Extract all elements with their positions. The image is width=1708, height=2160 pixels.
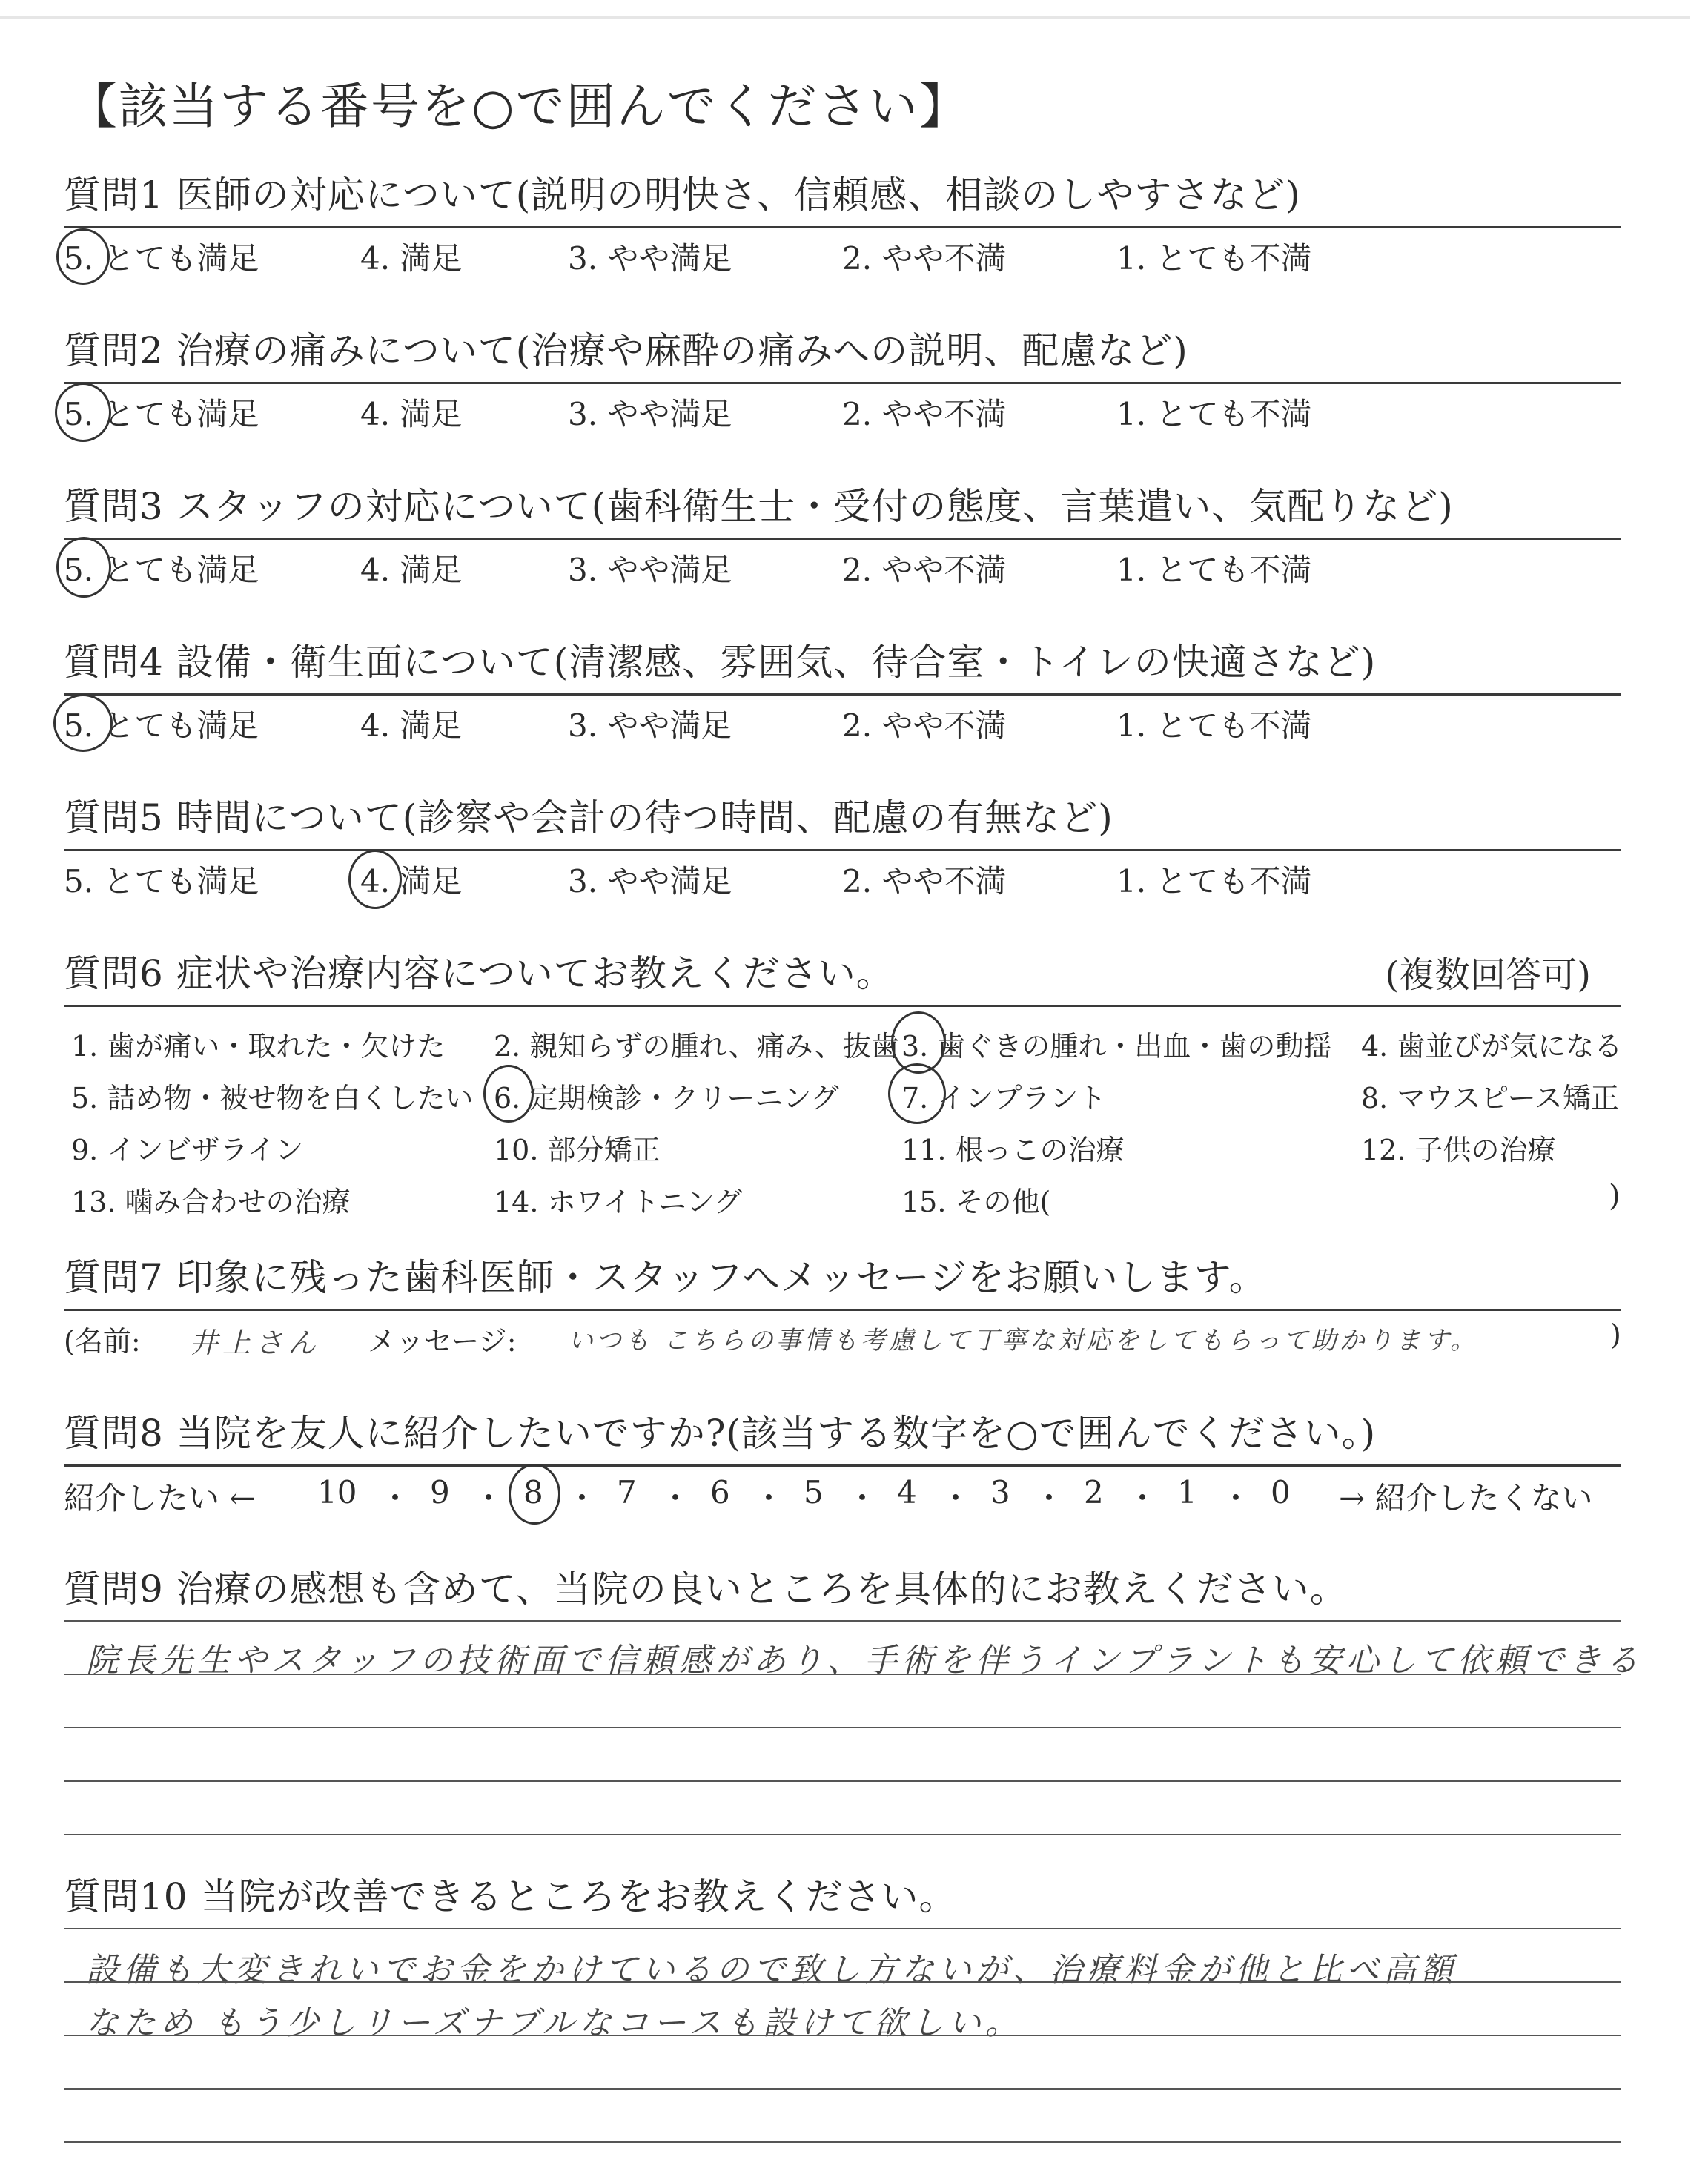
q4-option-3[interactable]: 3. やや満足 bbox=[568, 707, 732, 744]
question-6-note: (複数回答可) bbox=[1385, 954, 1591, 996]
q8-number-4[interactable]: 4 bbox=[897, 1474, 917, 1510]
answer-line bbox=[64, 2141, 1621, 2143]
q9-answer-line-1[interactable]: 院長先生やスタッフの技術面で信頼感があり、手術を伴うインプラントも安心して依頼できる bbox=[86, 1642, 1643, 1680]
q6-option-8[interactable]: 8. マウスピース矯正 bbox=[1361, 1082, 1619, 1114]
question-6 bbox=[64, 945, 1621, 1229]
q4-option-2[interactable]: 2. やや不満 bbox=[842, 707, 1007, 744]
question-6-label: 質問6 症状や治療内容についてお教えください。 bbox=[64, 952, 894, 995]
q8-number-7[interactable]: 7 bbox=[617, 1474, 637, 1510]
question-5-label: 質問5 時間について(診察や会計の待つ時間、配慮の有無など) bbox=[64, 796, 1113, 839]
q2-option-1[interactable]: 1. とても不満 bbox=[1116, 396, 1312, 432]
q8-dot: ・ bbox=[940, 1480, 972, 1516]
q6-option-6[interactable]: 6. 定期検診・クリーニング bbox=[494, 1082, 839, 1114]
question-6-header bbox=[64, 945, 1621, 1007]
q3-option-5[interactable]: 5. とても満足 bbox=[64, 552, 259, 588]
page-top-edge bbox=[0, 16, 1690, 19]
q1-option-5[interactable]: 5. とても満足 bbox=[64, 240, 259, 277]
question-1 bbox=[64, 167, 1621, 280]
question-5 bbox=[64, 790, 1621, 903]
q8-number-0[interactable]: 0 bbox=[1271, 1474, 1291, 1510]
q6-option-13[interactable]: 13. 噛み合わせの治療 bbox=[71, 1186, 351, 1218]
question-9 bbox=[64, 1561, 1643, 1917]
question-5-header bbox=[64, 790, 1621, 851]
q8-left-label: 紹介したい ← bbox=[64, 1480, 256, 1516]
question-1-header bbox=[64, 167, 1621, 228]
q8-number-6[interactable]: 6 bbox=[710, 1474, 730, 1510]
q6-option-4[interactable]: 4. 歯並びが気になる bbox=[1361, 1030, 1623, 1063]
question-9-header bbox=[64, 1561, 1621, 1620]
answer-line bbox=[64, 1620, 1621, 1622]
answer-line bbox=[64, 1780, 1621, 1782]
question-6-options bbox=[64, 1007, 1621, 1229]
question-2 bbox=[64, 323, 1621, 436]
answer-line bbox=[64, 2088, 1621, 2090]
q2-option-5[interactable]: 5. とても満足 bbox=[64, 396, 259, 432]
question-10 bbox=[64, 1869, 1621, 2150]
question-2-label: 質問2 治療の痛みについて(治療や麻酔の痛みへの説明、配慮など) bbox=[64, 329, 1188, 372]
q5-option-4[interactable]: 4. 満足 bbox=[360, 863, 463, 899]
answer-line bbox=[64, 2035, 1621, 2036]
q5-option-2[interactable]: 2. やや不満 bbox=[842, 863, 1007, 899]
q3-option-3[interactable]: 3. やや満足 bbox=[568, 552, 732, 588]
q7-close-paren: ) bbox=[1610, 1318, 1621, 1351]
q6-other-close-paren: ) bbox=[1609, 1179, 1621, 1213]
question-4-label: 質問4 設備・衛生面について(清潔感、雰囲気、待合室・トイレの快適さなど) bbox=[64, 641, 1377, 684]
answer-line bbox=[64, 1928, 1621, 1929]
q10-answer-line-1[interactable]: 設備も大変きれいでお金をかけているので致し方ないが、治療料金が他と比べ高額 bbox=[86, 1951, 1457, 1989]
answer-line bbox=[64, 1834, 1621, 1835]
q8-number-10[interactable]: 10 bbox=[317, 1474, 357, 1510]
q4-option-4[interactable]: 4. 満足 bbox=[360, 707, 463, 744]
q8-right-label: → 紹介したくない bbox=[1339, 1480, 1593, 1516]
q6-option-11[interactable]: 11. 根っこの治療 bbox=[901, 1134, 1125, 1166]
question-8 bbox=[64, 1405, 1621, 1533]
q2-option-3[interactable]: 3. やや満足 bbox=[568, 396, 732, 432]
question-7-message-line bbox=[64, 1311, 1621, 1363]
q8-number-5[interactable]: 5 bbox=[804, 1474, 824, 1510]
question-7 bbox=[64, 1249, 1621, 1363]
q6-option-14[interactable]: 14. ホワイトニング bbox=[494, 1186, 743, 1218]
q1-option-2[interactable]: 2. やや不満 bbox=[842, 240, 1007, 277]
q8-dot: ・ bbox=[753, 1480, 785, 1516]
question-10-header bbox=[64, 1869, 1621, 1928]
q5-option-1[interactable]: 1. とても不満 bbox=[1116, 863, 1312, 899]
q5-option-3[interactable]: 3. やや満足 bbox=[568, 863, 732, 899]
q8-number-2[interactable]: 2 bbox=[1084, 1474, 1104, 1510]
question-5-options bbox=[64, 851, 1621, 903]
question-10-label: 質問10 当院が改善できるところをお教えください。 bbox=[64, 1875, 957, 1918]
q8-number-8[interactable]: 8 bbox=[523, 1474, 543, 1510]
q6-option-1[interactable]: 1. 歯が痛い・取れた・欠けた bbox=[71, 1030, 446, 1063]
q8-dot: ・ bbox=[1127, 1480, 1159, 1516]
question-3-label: 質問3 スタッフの対応について(歯科衛生士・受付の態度、言葉遣い、気配りなど) bbox=[64, 485, 1454, 528]
q3-option-1[interactable]: 1. とても不満 bbox=[1116, 552, 1312, 588]
question-8-scale bbox=[64, 1467, 1621, 1533]
question-2-header bbox=[64, 323, 1621, 384]
q2-option-2[interactable]: 2. やや不満 bbox=[842, 396, 1007, 432]
q7-message-label: メッセージ: bbox=[368, 1325, 517, 1358]
question-7-header bbox=[64, 1249, 1621, 1311]
question-8-header bbox=[64, 1405, 1621, 1467]
question-3 bbox=[64, 478, 1621, 592]
answer-line bbox=[64, 1674, 1621, 1675]
q1-option-4[interactable]: 4. 満足 bbox=[360, 240, 463, 277]
question-4-options bbox=[64, 696, 1621, 747]
q8-number-9[interactable]: 9 bbox=[430, 1474, 450, 1510]
question-1-options bbox=[64, 228, 1621, 280]
q1-option-1[interactable]: 1. とても不満 bbox=[1116, 240, 1312, 277]
q3-option-4[interactable]: 4. 満足 bbox=[360, 552, 463, 588]
page-title: 【該当する番号を○で囲んでください】 bbox=[68, 78, 970, 135]
q2-option-4[interactable]: 4. 満足 bbox=[360, 396, 463, 432]
q8-dot: ・ bbox=[1033, 1480, 1065, 1516]
q4-option-1[interactable]: 1. とても不満 bbox=[1116, 707, 1312, 744]
q7-name-label: (名前: bbox=[64, 1325, 141, 1358]
answer-line bbox=[64, 1981, 1621, 1983]
q6-option-15[interactable]: 15. その他( bbox=[901, 1186, 1051, 1218]
question-1-label: 質問1 医師の対応について(説明の明快さ、信頼感、相談のしやすさなど) bbox=[64, 174, 1301, 217]
question-3-options bbox=[64, 540, 1621, 592]
question-2-options bbox=[64, 384, 1621, 436]
q6-option-9[interactable]: 9. インビザライン bbox=[71, 1134, 304, 1166]
question-4-header bbox=[64, 634, 1621, 696]
q6-option-3[interactable]: 3. 歯ぐきの腫れ・出血・歯の動揺 bbox=[901, 1030, 1332, 1063]
q10-answer-line-2[interactable]: なため もう少しリーズナブルなコースも設けて欲しい。 bbox=[86, 2004, 1022, 2042]
q1-option-3[interactable]: 3. やや満足 bbox=[568, 240, 732, 277]
q6-option-7[interactable]: 7. インプラント bbox=[901, 1082, 1107, 1114]
q8-number-1[interactable]: 1 bbox=[1177, 1474, 1197, 1510]
q8-dot: ・ bbox=[847, 1480, 878, 1516]
q4-option-5[interactable]: 5. とても満足 bbox=[64, 707, 259, 744]
q7-message-value[interactable]: いつも こちらの事情も考慮して丁寧な対応をしてもらって助かります。 bbox=[568, 1326, 1479, 1355]
q8-number-3[interactable]: 3 bbox=[990, 1474, 1010, 1510]
answer-line bbox=[64, 1727, 1621, 1728]
q6-option-2[interactable]: 2. 親知らずの腫れ、痛み、抜歯 bbox=[494, 1030, 899, 1063]
q8-dot: ・ bbox=[566, 1480, 598, 1516]
q6-option-12[interactable]: 12. 子供の治療 bbox=[1361, 1134, 1556, 1166]
question-10-answer-area[interactable] bbox=[64, 1928, 1621, 2150]
q8-dot: ・ bbox=[660, 1480, 692, 1516]
question-8-label: 質問8 当院を友人に紹介したいですか?(該当する数字を○で囲んでください。) bbox=[64, 1412, 1377, 1455]
q8-dot: ・ bbox=[380, 1480, 411, 1516]
q8-dot: ・ bbox=[473, 1480, 505, 1516]
question-4 bbox=[64, 634, 1621, 747]
question-7-label: 質問7 印象に残った歯科医師・スタッフへメッセージをお願いします。 bbox=[64, 1256, 1267, 1299]
q6-option-5[interactable]: 5. 詰め物・被せ物を白くしたい bbox=[71, 1082, 474, 1114]
question-9-label: 質問9 治療の感想も含めて、当院の良いところを具体的にお教えください。 bbox=[64, 1568, 1348, 1611]
q8-dot: ・ bbox=[1220, 1480, 1252, 1516]
q5-option-5[interactable]: 5. とても満足 bbox=[64, 863, 259, 899]
q7-name-value[interactable]: 井上さん bbox=[190, 1327, 321, 1359]
q6-option-10[interactable]: 10. 部分矯正 bbox=[494, 1134, 661, 1166]
q3-option-2[interactable]: 2. やや不満 bbox=[842, 552, 1007, 588]
question-3-header bbox=[64, 478, 1621, 540]
